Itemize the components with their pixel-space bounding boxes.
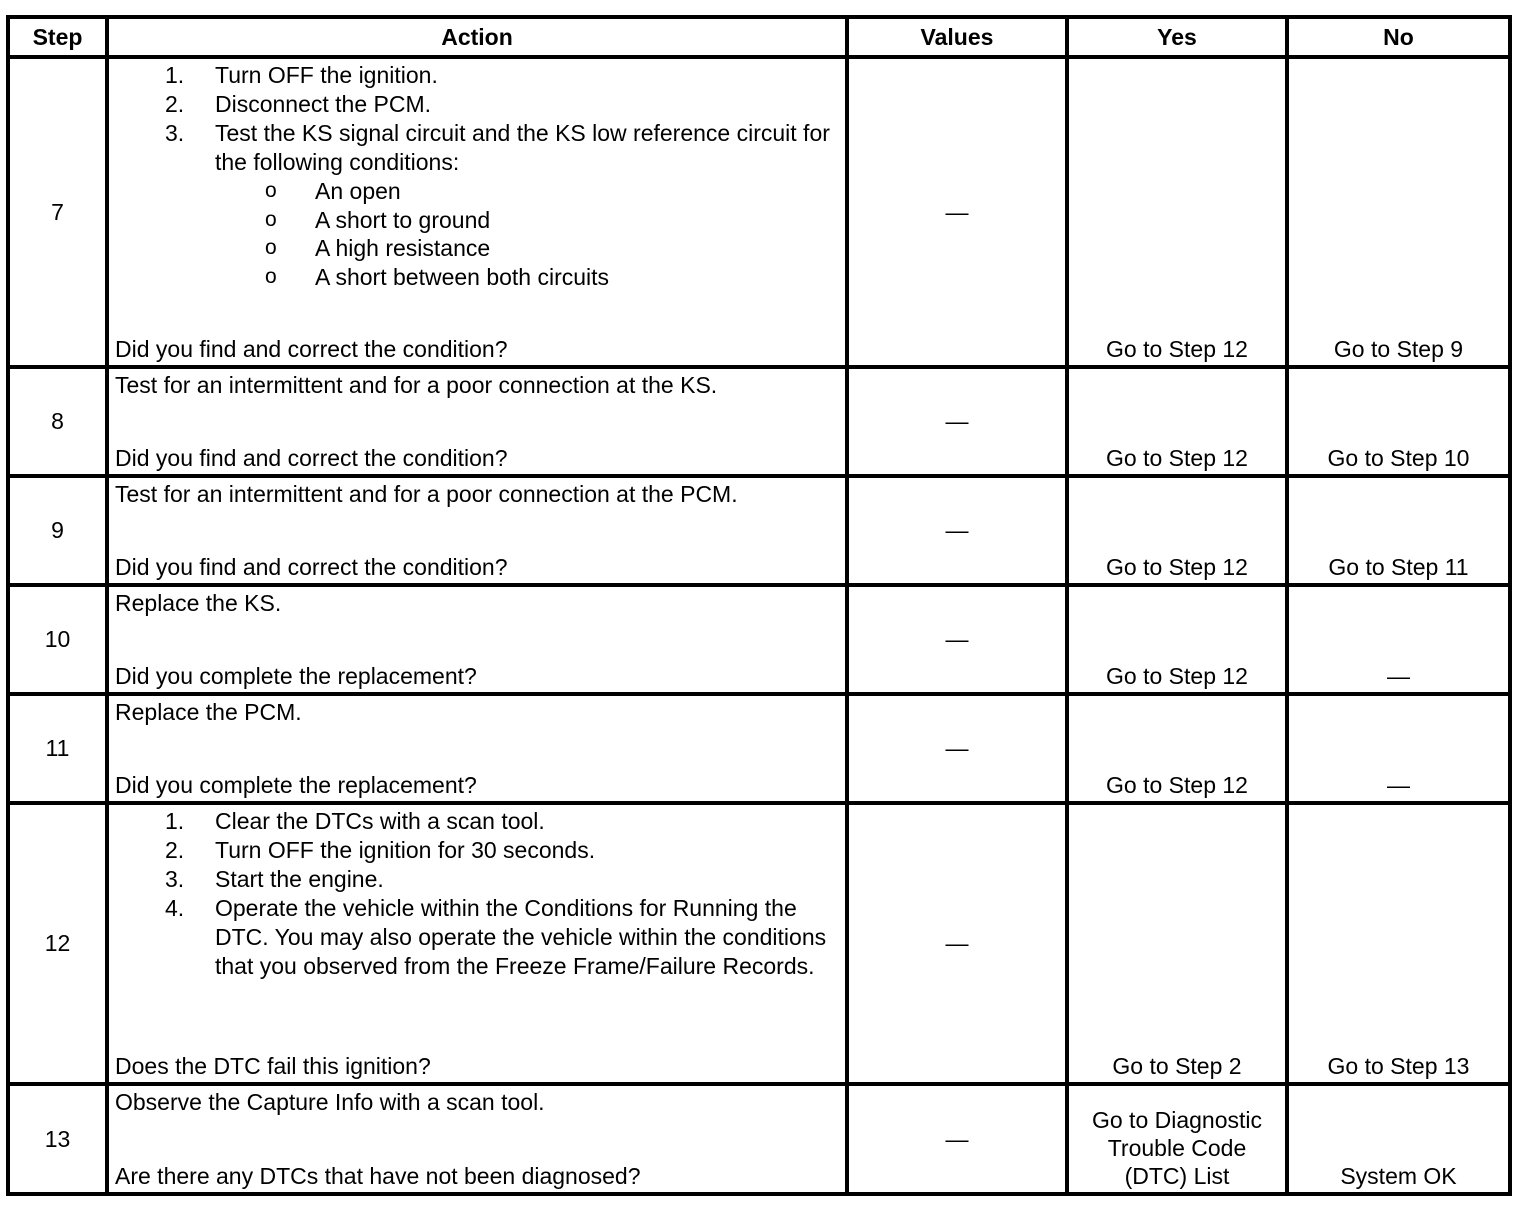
list-item: 3. Start the engine. (165, 866, 384, 892)
yes-line: (DTC) List (1124, 1163, 1230, 1189)
header-action: Action (107, 17, 847, 57)
table-row (8, 1084, 1510, 1194)
values-cell: — (847, 585, 1067, 694)
list-item: 1. Turn OFF the ignition. (165, 62, 438, 88)
step-number: 8 (8, 367, 107, 476)
step-number: 10 (8, 585, 107, 694)
yes-cell: Go to Step 12 (1067, 476, 1287, 585)
no-cell: Go to Step 11 (1287, 476, 1510, 585)
no-cell: — (1287, 585, 1510, 694)
instruction-text: Replace the PCM. (115, 699, 302, 725)
diagnostic-table (6, 15, 1512, 1196)
yes-line: Trouble Code (1107, 1135, 1247, 1161)
list-item: o A high resistance (265, 235, 491, 261)
condition-list (115, 177, 839, 291)
question-text: Did you complete the replacement? (115, 772, 477, 798)
question-text: Did you find and correct the condition? (115, 336, 508, 362)
question-text: Did you complete the replacement? (115, 663, 477, 689)
step-number: 12 (8, 803, 107, 1084)
list-item: 3. Test the KS signal circuit and the KS low reference circuit for the following conditions: (165, 120, 830, 175)
no-cell: Go to Step 10 (1287, 367, 1510, 476)
instruction-text: Test for an intermittent and for a poor connection at the PCM. (115, 481, 738, 507)
step-number: 13 (8, 1084, 107, 1194)
no-cell: System OK (1287, 1084, 1510, 1194)
yes-cell: Go to Step 12 (1067, 367, 1287, 476)
list-item: o An open (265, 178, 401, 204)
header-values: Values (847, 17, 1067, 57)
yes-line: Go to Diagnostic (1091, 1107, 1263, 1133)
action-cell (107, 57, 847, 367)
list-item: 1. Clear the DTCs with a scan tool. (165, 808, 545, 834)
question-text: Does the DTC fail this ignition? (115, 1053, 431, 1079)
yes-cell (1067, 1084, 1287, 1194)
header-step: Step (8, 17, 107, 57)
values-cell: — (847, 367, 1067, 476)
instruction-text: Observe the Capture Info with a scan tool. (115, 1089, 545, 1115)
action-cell (107, 476, 847, 585)
no-cell: Go to Step 9 (1287, 57, 1510, 367)
table-row (8, 694, 1510, 803)
action-cell (107, 1084, 847, 1194)
list-item: o A short between both circuits (265, 263, 610, 290)
table-row (8, 803, 1510, 1084)
table-row (8, 585, 1510, 694)
header-yes: Yes (1067, 17, 1287, 57)
no-cell: — (1287, 694, 1510, 803)
header-row (8, 17, 1510, 57)
table-row (8, 57, 1510, 367)
table-row (8, 367, 1510, 476)
no-cell: Go to Step 13 (1287, 803, 1510, 1084)
values-cell: — (847, 694, 1067, 803)
values-cell: — (847, 476, 1067, 585)
yes-cell: Go to Step 12 (1067, 585, 1287, 694)
instruction-text: Test for an intermittent and for a poor connection at the KS. (115, 372, 718, 398)
yes-cell: Go to Step 12 (1067, 694, 1287, 803)
question-text: Did you find and correct the condition? (115, 445, 508, 471)
yes-cell: Go to Step 12 (1067, 57, 1287, 367)
numbered-steps (115, 807, 839, 981)
question-text: Are there any DTCs that have not been diagnosed? (115, 1163, 641, 1189)
list-item: 2. Disconnect the PCM. (165, 91, 432, 117)
values-cell: — (847, 803, 1067, 1084)
table-row (8, 476, 1510, 585)
list-item: 4. Operate the vehicle within the Conditions for Running the DTC. You may also operate the vehicle within the conditions that you observed from the Freeze Frame/Failure Records. (165, 895, 827, 979)
action-cell (107, 803, 847, 1084)
action-cell (107, 694, 847, 803)
list-item: o A short to ground (265, 206, 491, 233)
step-number: 11 (8, 694, 107, 803)
question-text: Did you find and correct the condition? (115, 554, 508, 580)
action-cell (107, 585, 847, 694)
action-cell (107, 367, 847, 476)
values-cell: — (847, 1084, 1067, 1194)
step-number: 9 (8, 476, 107, 585)
values-cell: — (847, 57, 1067, 367)
yes-cell: Go to Step 2 (1067, 803, 1287, 1084)
header-no: No (1287, 17, 1510, 57)
numbered-steps (115, 61, 839, 177)
instruction-text: Replace the KS. (115, 590, 282, 616)
step-number: 7 (8, 57, 107, 367)
list-item: 2. Turn OFF the ignition for 30 seconds. (165, 837, 596, 863)
